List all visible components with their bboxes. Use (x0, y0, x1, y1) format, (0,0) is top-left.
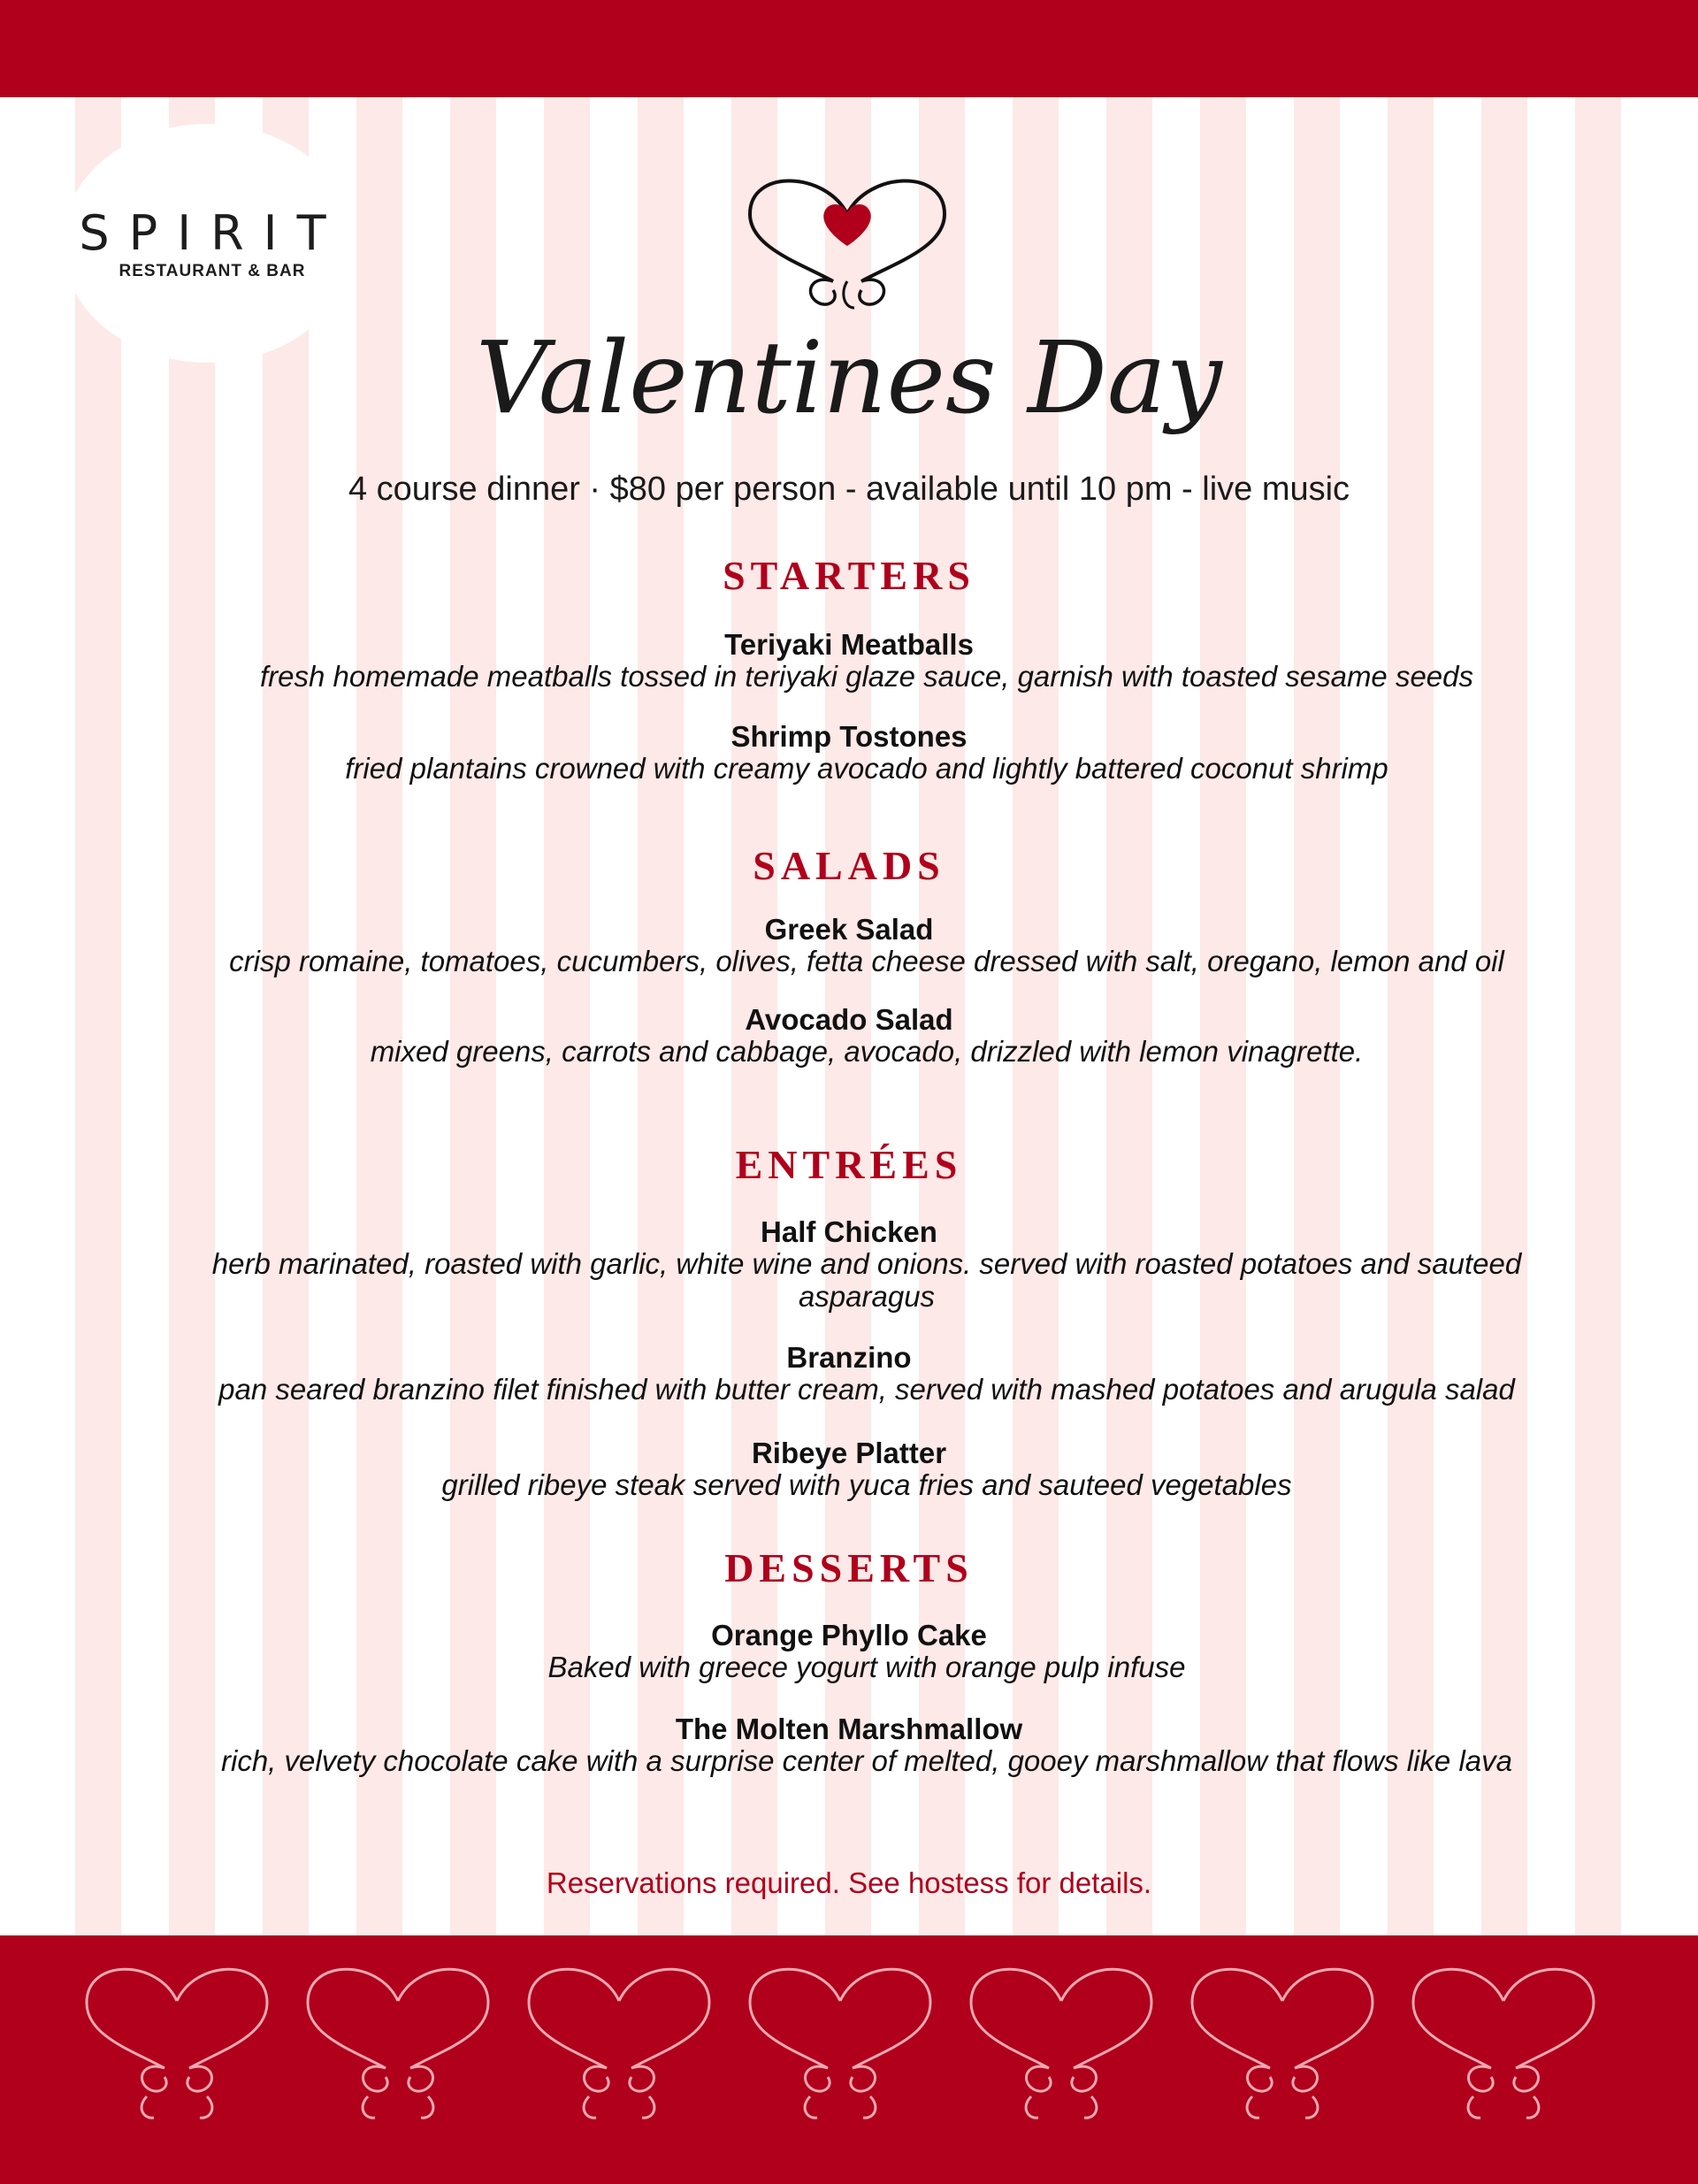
section-title-entrees: ENTRÉES (735, 1142, 963, 1187)
menu-item-description: herb marinated, roasted with garlic, white wine and onions. served with roasted potatoes and sauteed asparagus (211, 1247, 1522, 1313)
heart-ornament-icon (741, 159, 953, 323)
menu-item-name: Avocado Salad (745, 1003, 953, 1036)
menu-item-description: crisp romaine, tomatoes, cucumbers, olives, fetta cheese dressed with salt, oregano, lemon and oil (229, 945, 1504, 977)
menu-subtitle: 4 course dinner · $80 per person - available until 10 pm - live music (348, 471, 1350, 508)
menu-item-name: Branzino (786, 1341, 912, 1374)
heart-outline-icon (87, 1969, 267, 2118)
menu-item-name: Greek Salad (764, 913, 934, 946)
menu-title: Valentines Day (476, 321, 1222, 436)
menu-item-name: The Molten Marshmallow (675, 1713, 1023, 1745)
menu-item-description: grilled ribeye steak served with yuca fries and sauteed vegetables (441, 1468, 1292, 1501)
section-title-desserts: DESSERTS (724, 1545, 974, 1590)
menu-item-description: mixed greens, carrots and cabbage, avocado, drizzled with lemon vinagrette. (370, 1035, 1364, 1068)
heart-outline-icon (971, 1969, 1151, 2118)
menu-item-description: Baked with greece yogurt with orange pulp infuse (547, 1651, 1186, 1683)
menu-item-name: Teriyaki Meatballs (724, 628, 974, 661)
heart-outline-icon (750, 1969, 930, 2118)
menu-item-description: fried plantains crowned with creamy avocado and lightly battered coconut shrimp (345, 752, 1388, 785)
logo-wordmark: SPIRIT (79, 205, 346, 261)
heart-outline-icon (1413, 1969, 1594, 2118)
top-red-band (0, 0, 1698, 97)
menu-item-name: Ribeye Platter (751, 1437, 947, 1469)
menu-item-name: Half Chicken (761, 1215, 937, 1248)
menu-item-description: fresh homemade meatballs tossed in teriyaki glaze sauce, garnish with toasted sesame seeds (259, 660, 1474, 693)
heart-outline-icon (529, 1969, 709, 2118)
section-title-salads: SALADS (753, 843, 945, 888)
logo-tagline: RESTAURANT & BAR (119, 262, 306, 280)
heart-outline-icon (1192, 1969, 1373, 2118)
heart-outline-ornament-row (80, 1946, 1627, 2167)
menu-item-name: Orange Phyllo Cake (711, 1619, 987, 1651)
reservation-note: Reservations required. See hostess for details. (546, 1866, 1152, 1899)
menu-item-description: rich, velvety chocolate cake with a surprise center of melted, gooey marshmallow that flows like lava (221, 1744, 1512, 1777)
heart-outline-icon (308, 1969, 488, 2118)
section-title-starters: STARTERS (723, 553, 975, 598)
menu-item-description: pan seared branzino filet finished with butter cream, served with mashed potatoes and arugula salad (218, 1373, 1515, 1406)
menu-item-name: Shrimp Tostones (730, 720, 968, 753)
